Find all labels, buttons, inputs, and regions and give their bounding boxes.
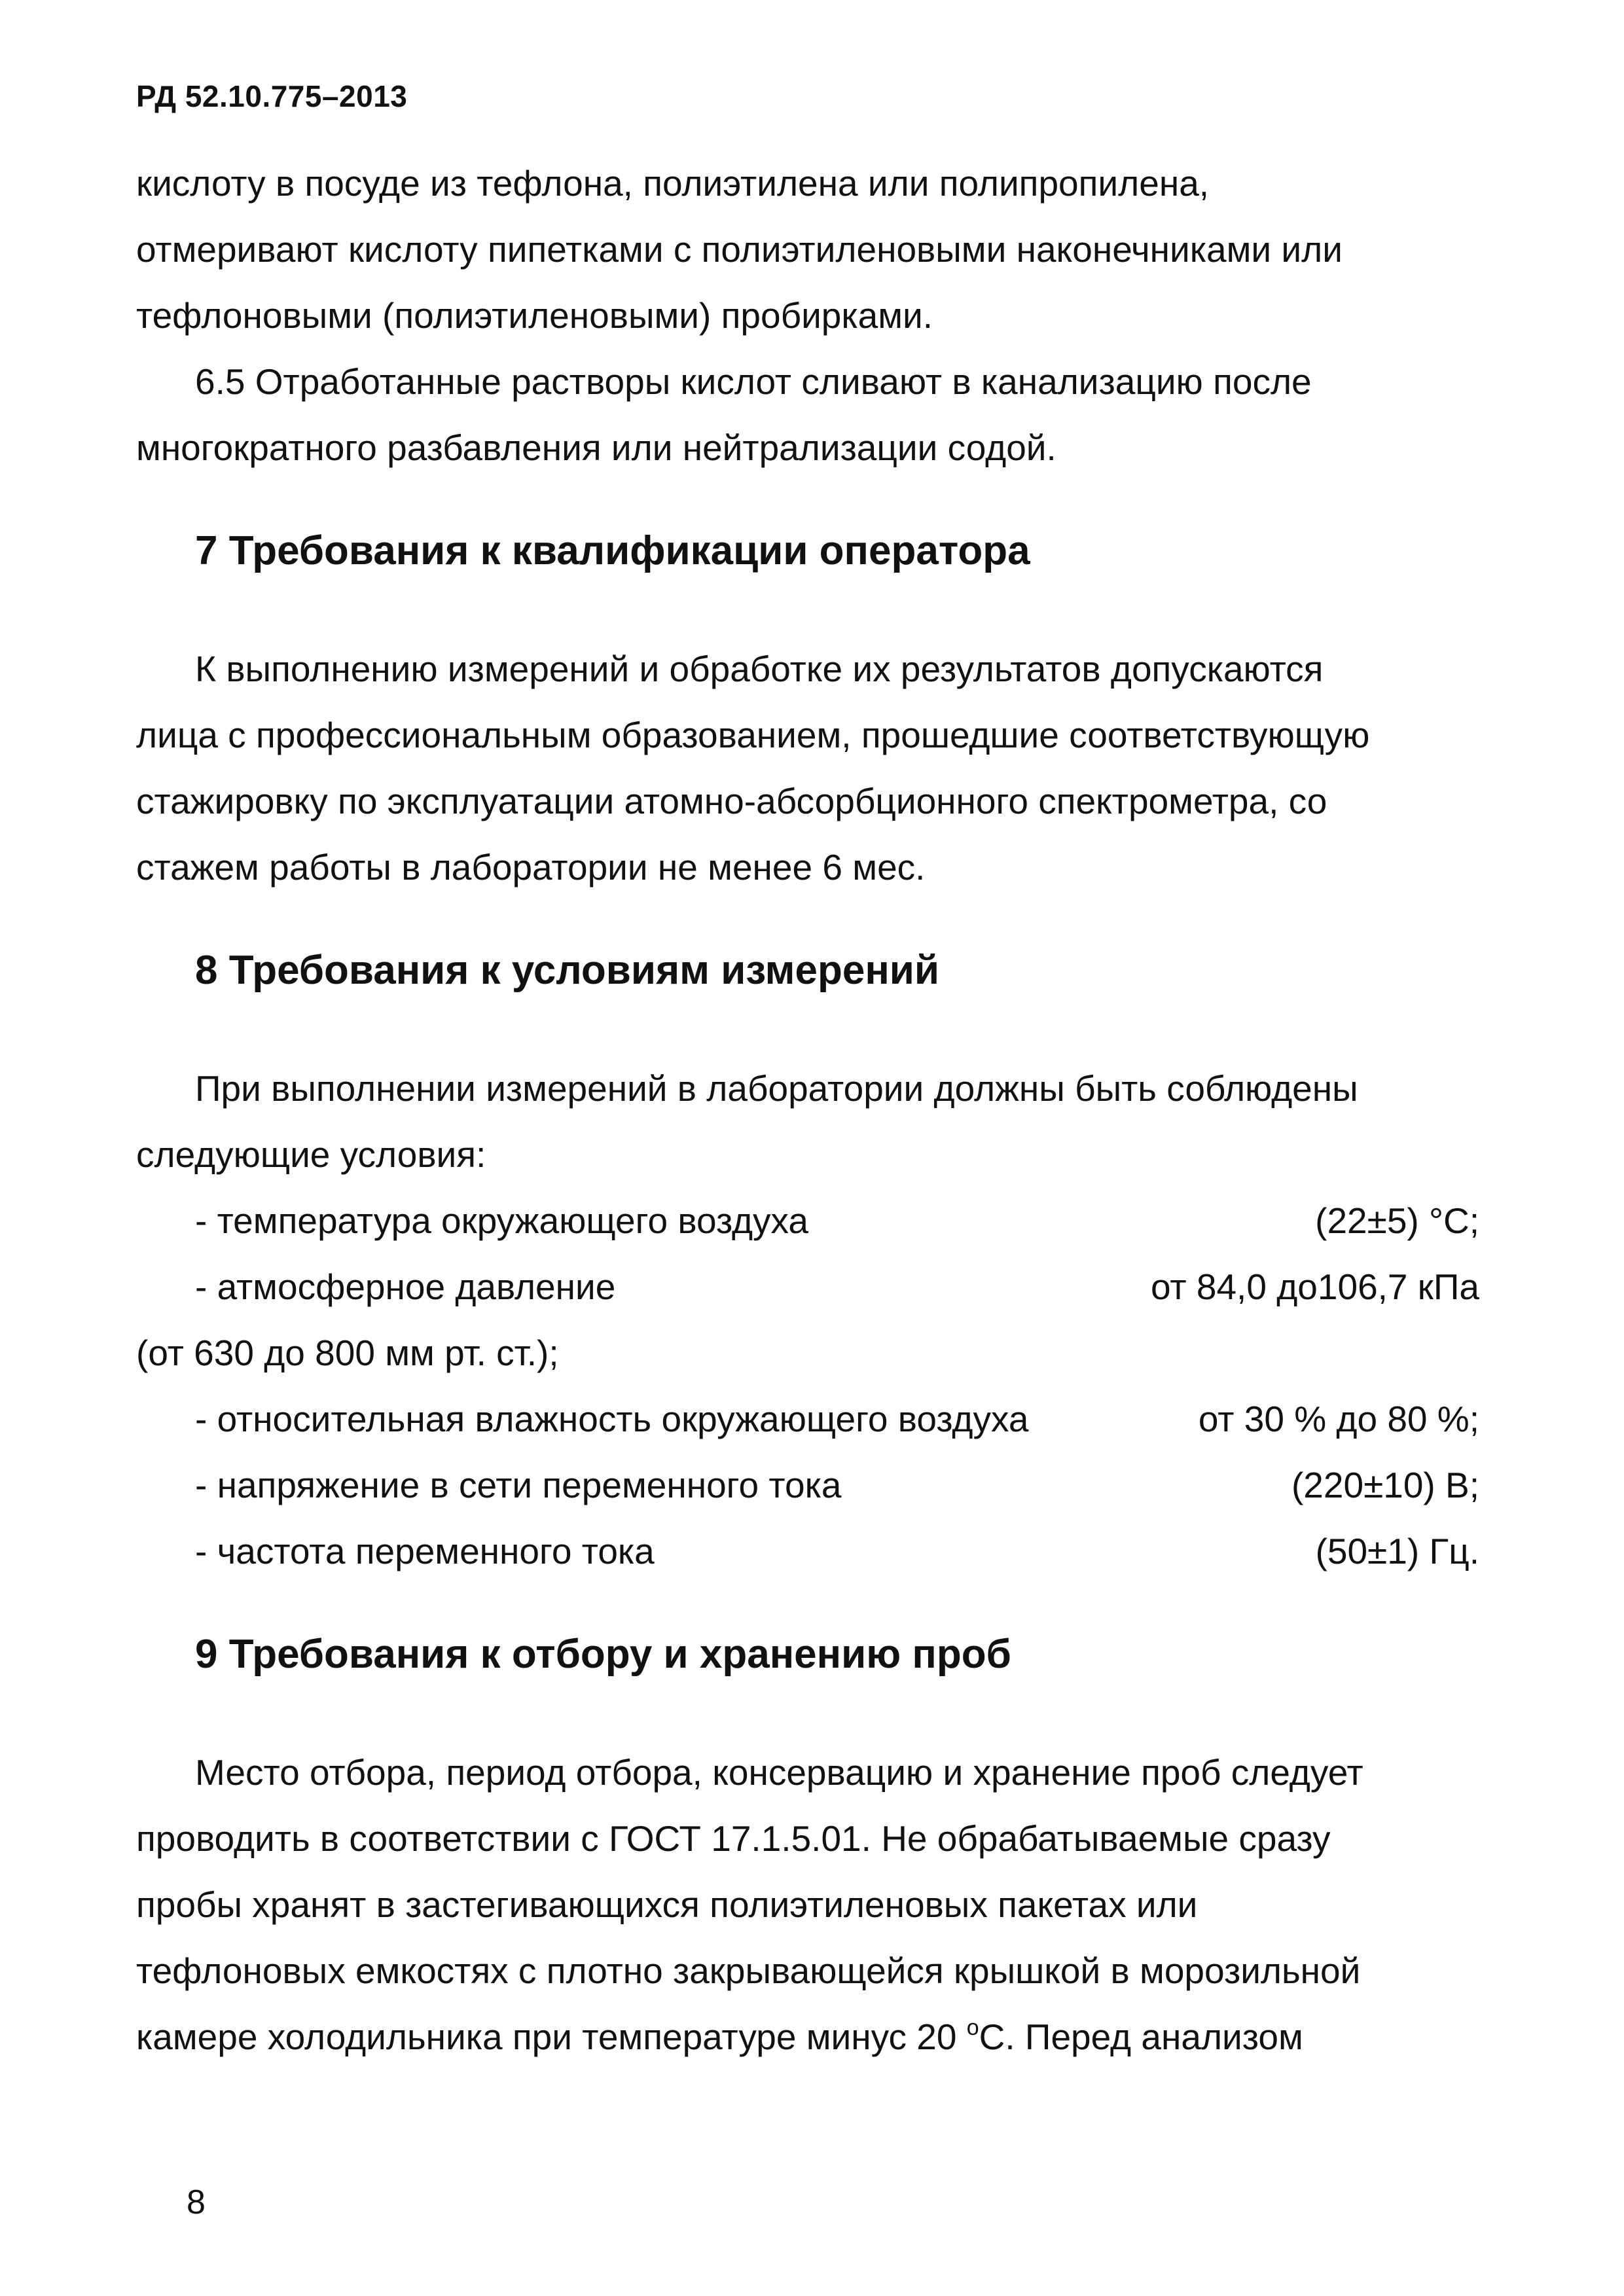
condition-row-frequency [136,1518,1498,1585]
text-line: лица с профессиональным образованием, прошедшие соответствующую [136,715,1370,755]
text-line: проводить в соответствии с ГОСТ 17.1.5.01. Не обрабатываемые сразу [136,1818,1331,1859]
section-9-body [136,1740,1498,2075]
text-line: отмеривают кислоту пипетками с полиэтиленовыми наконечниками или [136,229,1343,270]
text-line: многократного разбавления или нейтрализации содой. [136,427,1056,468]
text-line: стажировку по эксплуатации атомно-абсорбционного спектрометра, со [136,781,1327,821]
text-line: Место отбора, период отбора, консервацию и хранение проб следует [195,1752,1363,1793]
condition-value: (22±5) °С; [1315,1200,1479,1241]
text-line: пробы хранят в застегивающихся полиэтиленовых пакетах или [136,1884,1198,1925]
condition-value: от 84,0 до106,7 кПа [1151,1266,1479,1307]
page-content [136,151,1498,2075]
condition-label: - напряжение в сети переменного тока [195,1465,842,1505]
section-6-continuation [136,151,1498,481]
condition-value: от 30 % до 80 %; [1198,1399,1479,1439]
condition-label: - относительная влажность окружающего воздуха [195,1399,1029,1439]
condition-row-pressure-mmhg [136,1320,1498,1386]
condition-label: - температура окружающего воздуха [195,1200,809,1241]
text-line: тефлоновыми (полиэтиленовыми) пробирками. [136,295,933,336]
text-fragment: С. Перед анализом [979,2017,1303,2057]
condition-value: (50±1) Гц. [1315,1531,1479,1571]
text-line: тефлоновых емкостях с плотно закрывающейся крышкой в морозильной [136,1950,1361,1991]
text-fragment: камере холодильника при температуре минус 20 [136,2017,967,2057]
page-number: 8 [187,2183,206,2221]
condition-row-humidity [136,1386,1498,1452]
text-line: стажем работы в лаборатории не менее 6 мес. [136,847,926,888]
condition-label: - частота переменного тока [195,1531,655,1571]
section-8-heading: 8 Требования к условиям измерений [195,948,940,993]
text-line: При выполнении измерений в лаборатории должны быть соблюдены [195,1068,1358,1109]
condition-label: (от 630 до 800 мм рт. ст.); [136,1333,559,1373]
degree-superscript: о [966,2015,979,2040]
document-code: РД 52.10.775–2013 [136,79,408,113]
section-7-heading: 7 Требования к квалификации оператора [195,528,1030,573]
text-line: кислоту в посуде из тефлона, полиэтилена или полипропилена, [136,163,1210,204]
section-8-body [136,1056,1498,1585]
text-line: К выполнению измерений и обработке их результатов допускаются [195,649,1324,689]
section-9-heading: 9 Требования к отбору и хранению проб [195,1632,1011,1677]
condition-row-pressure [136,1254,1498,1320]
condition-value: (220±10) В; [1291,1465,1479,1505]
text-line: следующие условия: [136,1134,486,1175]
condition-row-temperature [136,1188,1498,1254]
text-line-with-superscript [136,2004,1498,2075]
text-line: 6.5 Отработанные растворы кислот сливают в канализацию после [195,361,1312,402]
condition-row-voltage [136,1452,1498,1518]
condition-label: - атмосферное давление [195,1266,616,1307]
section-7-body [136,636,1498,901]
